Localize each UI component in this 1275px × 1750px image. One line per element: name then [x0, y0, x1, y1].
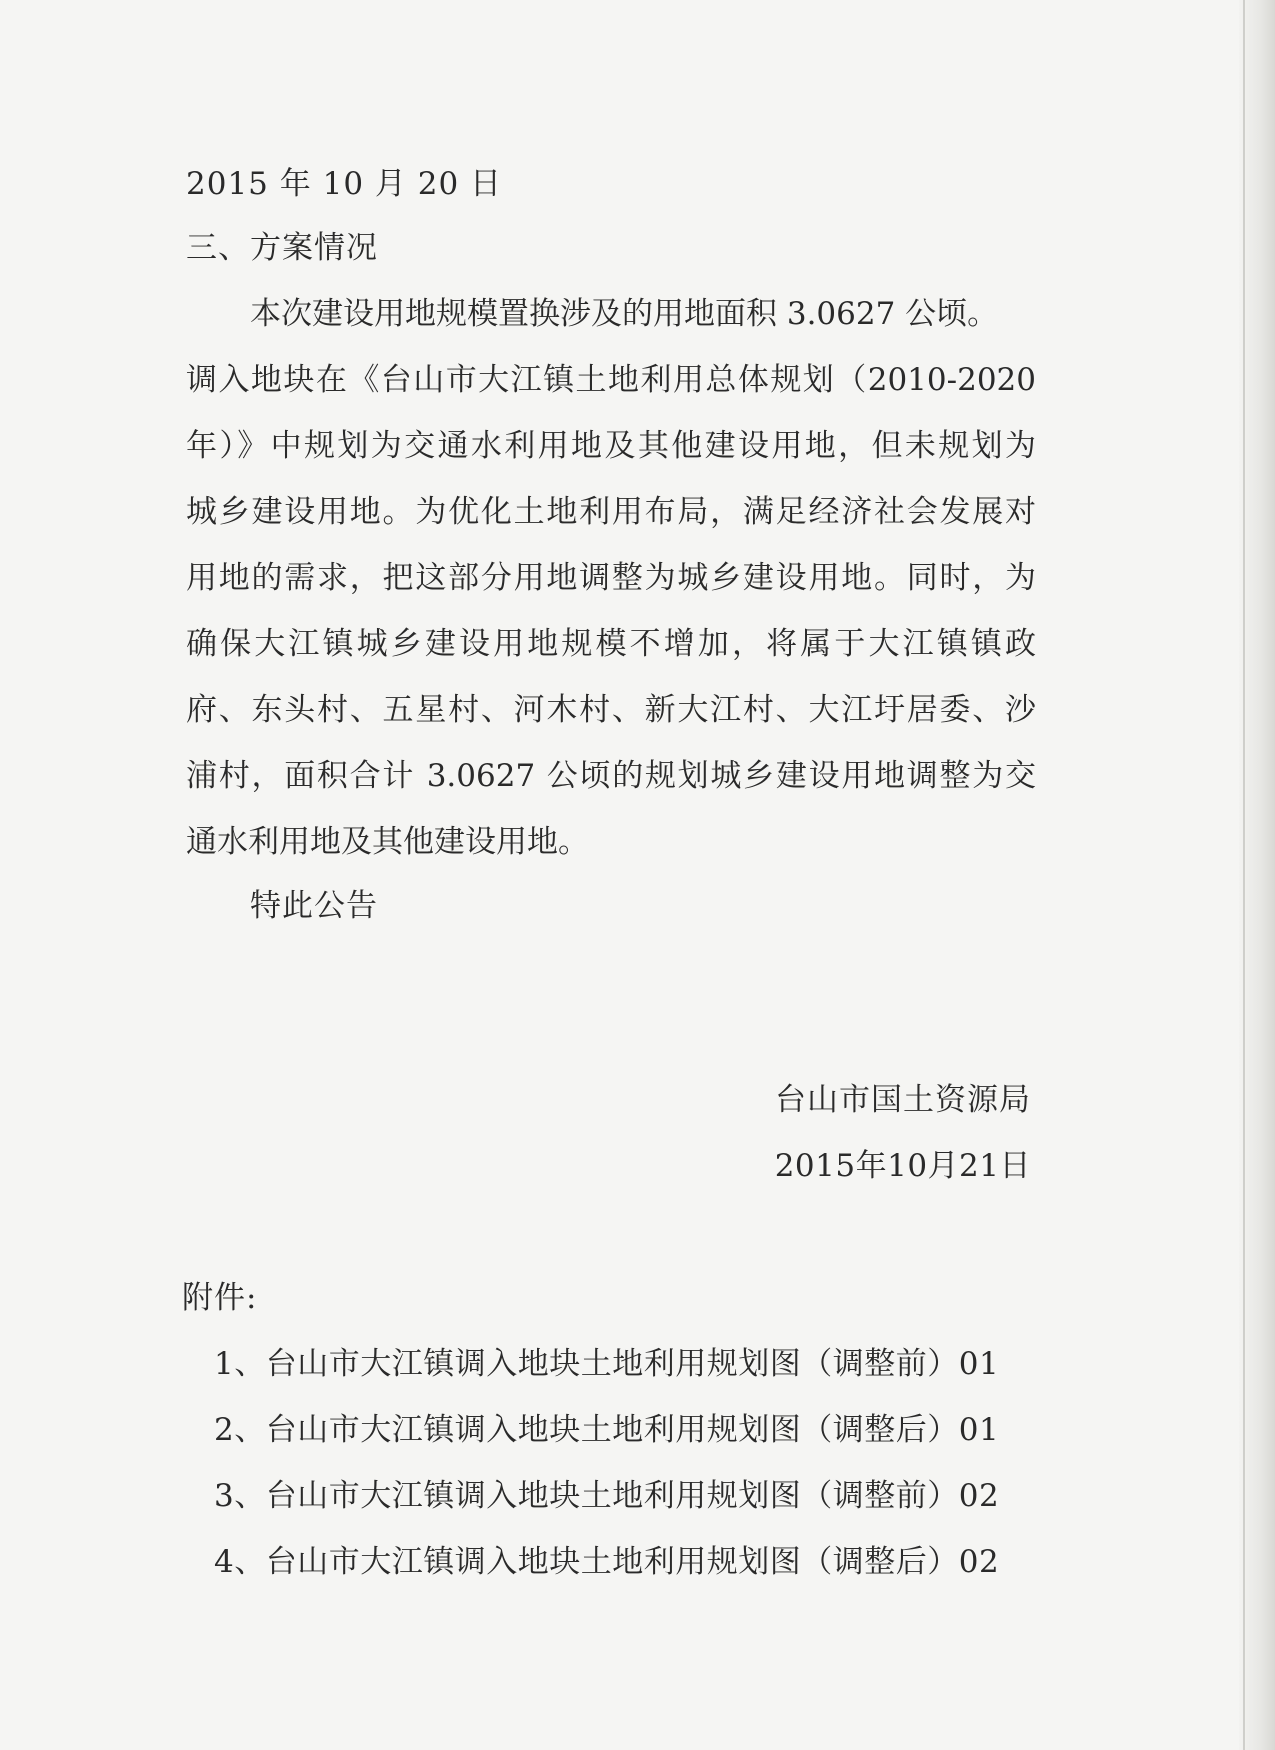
- paragraph-line: 城乡建设用地。为优化土地利用布局，满足经济社会发展对: [186, 494, 1036, 530]
- closing-text: 特此公告: [250, 888, 378, 924]
- paragraph-line: 确保大江镇城乡建设用地规模不增加，将属于大江镇镇政: [186, 626, 1036, 662]
- attachment-item: 3、台山市大江镇调入地块土地利用规划图（调整前）02: [214, 1478, 1000, 1514]
- paragraph-line: 通水利用地及其他建设用地。: [186, 824, 589, 860]
- attachment-item: 1、台山市大江镇调入地块土地利用规划图（调整前）01: [214, 1346, 1000, 1382]
- section-title: 三、方案情况: [186, 230, 378, 266]
- scan-edge-line: [1243, 0, 1245, 1750]
- paragraph-line: 本次建设用地规模置换涉及的用地面积 3.0627 公顷。: [250, 296, 999, 332]
- attachments-title: 附件:: [182, 1280, 258, 1316]
- paragraph-line: 调入地块在《台山市大江镇土地利用总体规划（2010-2020: [186, 362, 1036, 398]
- signature-org: 台山市国土资源局: [775, 1082, 1031, 1118]
- signature-date: 2015年10月21日: [774, 1148, 1031, 1184]
- paragraph-line: 浦村，面积合计 3.0627 公顷的规划城乡建设用地调整为交: [186, 758, 1036, 794]
- attachment-item: 4、台山市大江镇调入地块土地利用规划图（调整后）02: [214, 1544, 1000, 1580]
- header-date: 2015 年 10 月 20 日: [186, 166, 503, 202]
- paragraph-line: 年）》中规划为交通水利用地及其他建设用地，但未规划为: [186, 428, 1036, 464]
- paragraph-line: 府、东头村、五星村、河木村、新大江村、大江圩居委、沙: [186, 692, 1036, 728]
- paragraph-line: 用地的需求，把这部分用地调整为城乡建设用地。同时，为: [186, 560, 1036, 596]
- attachment-item: 2、台山市大江镇调入地块土地利用规划图（调整后）01: [214, 1412, 1000, 1448]
